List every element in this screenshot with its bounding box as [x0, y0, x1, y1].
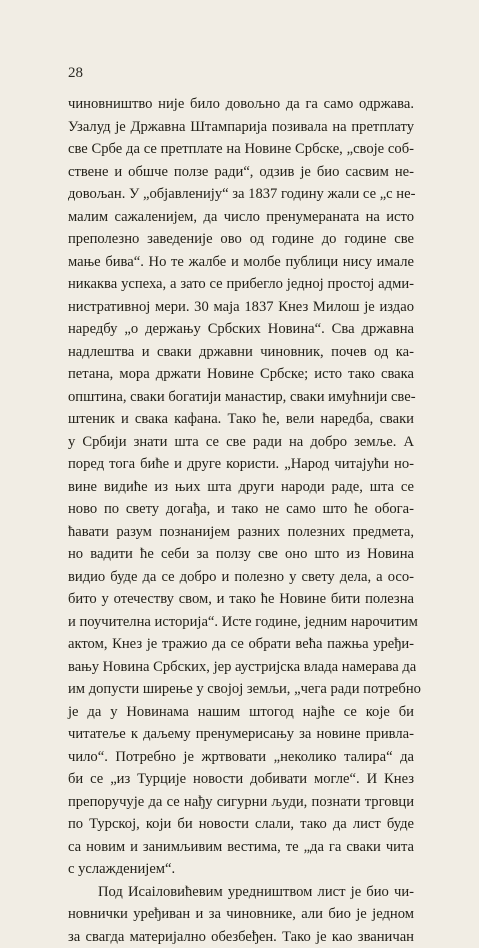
text-line: за свагда материјално обезбеђен. Тако је као званичан — [68, 926, 414, 948]
text-line: ново по свету догађа, и тако не само што ће обога- — [68, 498, 414, 521]
text-line: читатељe к даљему пренумерисању за новине привла- — [68, 723, 414, 746]
text-line: по Турској, који би новости слали, тако да лист буде — [68, 813, 414, 836]
text-line: ћавати разум познанијем разних полезних предмета, — [68, 521, 414, 544]
text-line: но вадити ће себи за ползу све оно што из Новина — [68, 543, 414, 566]
text-line: довољан. У „објавленију“ за 1837 годину жали се „с не- — [68, 183, 414, 206]
text-line: све Србе да се претплате на Новине Србске, „своје соб- — [68, 138, 414, 161]
text-line: општина, сваки богатији манастир, сваки имућнији све- — [68, 386, 414, 409]
text-line: штеник и свака кафана. Тако ће, вели наредба, сваки — [68, 408, 414, 431]
text-line: с услажденијем“. — [68, 858, 414, 881]
text-line: никаква успеха, а зато се прибегло једној простој адми- — [68, 273, 414, 296]
text-line: преполезно заведеније ово од године до године све — [68, 228, 414, 251]
text-line: би се „из Турције новости добивати могле“. И Кнез — [68, 768, 414, 791]
text-line: мање бива“. Но те жалбе и молбе публици нису имале — [68, 251, 414, 274]
text-line: бито у отечеству свом, и тако ће Новине бити полезна — [68, 588, 414, 611]
body-text — [68, 93, 414, 948]
text-line: видио буде да се добро и полезно у свету дела, а осо- — [68, 566, 414, 589]
text-line: и поучителна историја“. Исте године, једним нарочитим — [68, 611, 414, 634]
text-line: препоручује да се нађу сигурни људи, познати трговци — [68, 791, 414, 814]
text-line: нистративној мери. 30 маја 1837 Кнез Милош је издао — [68, 296, 414, 319]
text-line: чиновништво није било довољно да га само одржава. — [68, 93, 414, 116]
text-line: Узалуд је Државна Штампарија позивала на претплату — [68, 116, 414, 139]
text-line: чило“. Потребно је жртвовати „неколико талира“ да — [68, 746, 414, 769]
text-line: актом, Кнез је тражио да се обрати већа пажња уређи- — [68, 633, 414, 656]
text-line: им допусти ширење у својој земљи, „чега ради потребно — [68, 678, 414, 701]
text-line: петана, мора држати Новине Србске; исто тако свака — [68, 363, 414, 386]
text-line: вине видиће из њих шта други народи раде, шта се — [68, 476, 414, 499]
text-line: надлештва и сваки државни чиновник, почев од ка- — [68, 341, 414, 364]
text-line: вању Новина Србских, јер аустријска влада намерава да — [68, 656, 414, 679]
text-line: са новим и занимљивим вестима, те „да га сваки чита — [68, 836, 414, 859]
page-number: 28 — [68, 66, 83, 81]
text-line: новнички уређиван и за чиновнике, али био је једном — [68, 903, 414, 926]
text-line: малим сажаленијем, да число пренумераната на исто — [68, 206, 414, 229]
text-line: Под Исаіловићевим уредништвом лист је био чи- — [68, 881, 414, 904]
text-line: је да у Новинама нашим штогод најће се које би — [68, 701, 414, 724]
text-line: у Србији знати шта се све ради на добро земље. А — [68, 431, 414, 454]
text-line: ствене и обшче ползе ради“, одзив је био сасвим не- — [68, 161, 414, 184]
text-line: наредбу „о держању Србских Новина“. Сва државна — [68, 318, 414, 341]
text-line: поред тога биће и друге користи. „Народ читајући но- — [68, 453, 414, 476]
